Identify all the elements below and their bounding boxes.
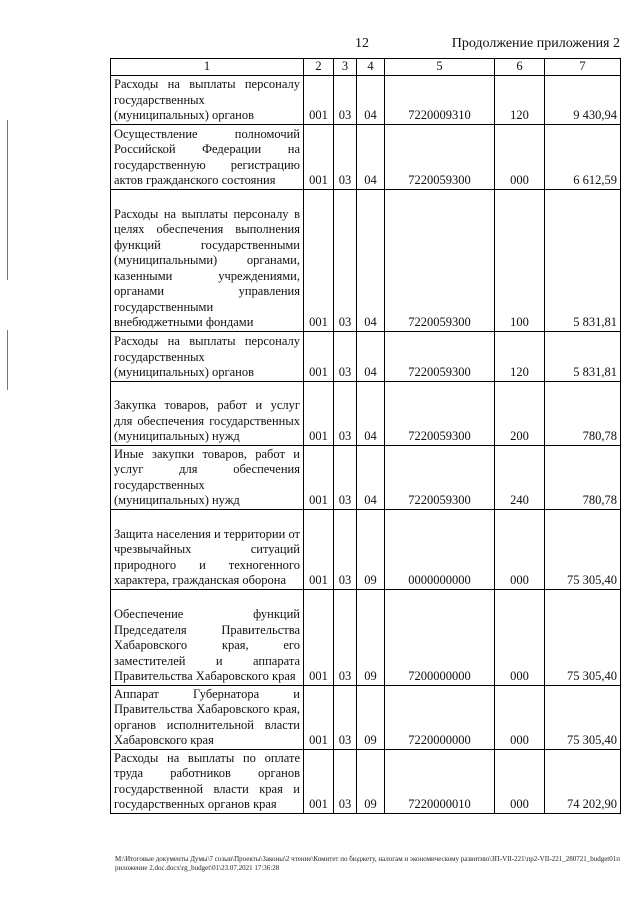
target-article-code: 7220000010 <box>385 749 495 813</box>
section-code: 03 <box>334 75 357 124</box>
expense-name: Расходы на выплаты по оплате труда работников органов государственной власти края и государственных органов края <box>111 749 304 813</box>
amount: 6 612,59 <box>545 124 621 189</box>
ministry-code: 001 <box>304 381 334 445</box>
subsection-code: 04 <box>357 124 385 189</box>
amount: 5 831,81 <box>545 189 621 331</box>
amount: 9 430,94 <box>545 75 621 124</box>
expense-type-code: 000 <box>495 589 545 685</box>
expense-type-code: 120 <box>495 75 545 124</box>
table-row <box>111 509 621 589</box>
ministry-code: 001 <box>304 124 334 189</box>
target-article-code: 0000000000 <box>385 509 495 589</box>
scan-edge-mark <box>7 120 8 280</box>
table-row <box>111 331 621 381</box>
section-code: 03 <box>334 124 357 189</box>
target-article-code: 7220059300 <box>385 331 495 381</box>
column-header: 1 <box>111 59 304 76</box>
continuation-label: Продолжение приложения 2 <box>451 36 620 51</box>
expense-type-code: 000 <box>495 509 545 589</box>
subsection-code: 04 <box>357 75 385 124</box>
expense-type-code: 000 <box>495 685 545 749</box>
expense-name: Аппарат Губернатора и Правительства Хабаровского края, органов исполнительной власти Хабаровского края <box>111 685 304 749</box>
target-article-code: 7200000000 <box>385 589 495 685</box>
scan-edge-mark <box>7 330 8 390</box>
expense-type-code: 000 <box>495 749 545 813</box>
section-code: 03 <box>334 749 357 813</box>
budget-table <box>110 58 621 814</box>
expense-type-code: 240 <box>495 445 545 509</box>
amount: 780,78 <box>545 445 621 509</box>
expense-name: Осуществление полномочий Российской Федерации на государственную регистрацию актов гражданского состояния <box>111 124 304 189</box>
table-row <box>111 189 621 331</box>
amount: 5 831,81 <box>545 331 621 381</box>
expense-name: Расходы на выплаты персоналу государственных (муниципальных) органов <box>111 75 304 124</box>
section-code: 03 <box>334 331 357 381</box>
target-article-code: 7220000000 <box>385 685 495 749</box>
expense-type-code: 200 <box>495 381 545 445</box>
ministry-code: 001 <box>304 75 334 124</box>
section-code: 03 <box>334 685 357 749</box>
column-header: 5 <box>385 59 495 76</box>
section-code: 03 <box>334 509 357 589</box>
expense-name: Обеспечение функций Председателя Правительства Хабаровского края, его заместителей и аппарата Правительства Хабаровского края <box>111 589 304 685</box>
expense-type-code: 000 <box>495 124 545 189</box>
target-article-code: 7220059300 <box>385 124 495 189</box>
expense-name: Расходы на выплаты персоналу государственных (муниципальных) органов <box>111 331 304 381</box>
expense-name: Защита населения и территории от чрезвычайных ситуаций природного и техногенного характера, гражданская оборона <box>111 509 304 589</box>
subsection-code: 09 <box>357 589 385 685</box>
ministry-code: 001 <box>304 331 334 381</box>
amount: 75 305,40 <box>545 685 621 749</box>
table-row <box>111 445 621 509</box>
amount: 780,78 <box>545 381 621 445</box>
target-article-code: 7220059300 <box>385 445 495 509</box>
expense-type-code: 120 <box>495 331 545 381</box>
table-row <box>111 381 621 445</box>
section-code: 03 <box>334 381 357 445</box>
table-row <box>111 124 621 189</box>
column-header: 6 <box>495 59 545 76</box>
expense-name: Закупка товаров, работ и услуг для обеспечения государственных (муниципальных) нужд <box>111 381 304 445</box>
page-number: 12 <box>355 36 369 51</box>
target-article-code: 7220059300 <box>385 189 495 331</box>
ministry-code: 001 <box>304 749 334 813</box>
column-header: 3 <box>334 59 357 76</box>
table-row <box>111 589 621 685</box>
section-code: 03 <box>334 445 357 509</box>
amount: 75 305,40 <box>545 509 621 589</box>
ministry-code: 001 <box>304 445 334 509</box>
header-row <box>111 59 621 76</box>
target-article-code: 7220059300 <box>385 381 495 445</box>
subsection-code: 04 <box>357 189 385 331</box>
subsection-code: 04 <box>357 381 385 445</box>
section-code: 03 <box>334 589 357 685</box>
file-path-footer: M:\Итоговые документы Думы\7 созыв\Проекты\Законы\2 чтение\Комитет по бюджету, налогам и экономическому развитию\ЗП-VII-221\пр2-VII-221_280721_budget01приложение 2.doc.docx\rg_budget\01\23.07.2021 17:36:28 <box>115 855 620 872</box>
subsection-code: 09 <box>357 509 385 589</box>
amount: 75 305,40 <box>545 589 621 685</box>
subsection-code: 04 <box>357 331 385 381</box>
target-article-code: 7220009310 <box>385 75 495 124</box>
ministry-code: 001 <box>304 685 334 749</box>
subsection-code: 09 <box>357 685 385 749</box>
ministry-code: 001 <box>304 589 334 685</box>
subsection-code: 09 <box>357 749 385 813</box>
column-header: 4 <box>357 59 385 76</box>
subsection-code: 04 <box>357 445 385 509</box>
expense-name: Иные закупки товаров, работ и услуг для обеспечения государственных (муниципальных) нужд <box>111 445 304 509</box>
ministry-code: 001 <box>304 509 334 589</box>
amount: 74 202,90 <box>545 749 621 813</box>
table-row <box>111 75 621 124</box>
table-row <box>111 749 621 813</box>
section-code: 03 <box>334 189 357 331</box>
column-header: 2 <box>304 59 334 76</box>
expense-name: Расходы на выплаты персоналу в целях обеспечения выполнения функций государственными (муниципальными) органами, казенными учреждениями, органами управления государственными внебюджетными фондами <box>111 189 304 331</box>
ministry-code: 001 <box>304 189 334 331</box>
column-header: 7 <box>545 59 621 76</box>
expense-type-code: 100 <box>495 189 545 331</box>
table-row <box>111 685 621 749</box>
